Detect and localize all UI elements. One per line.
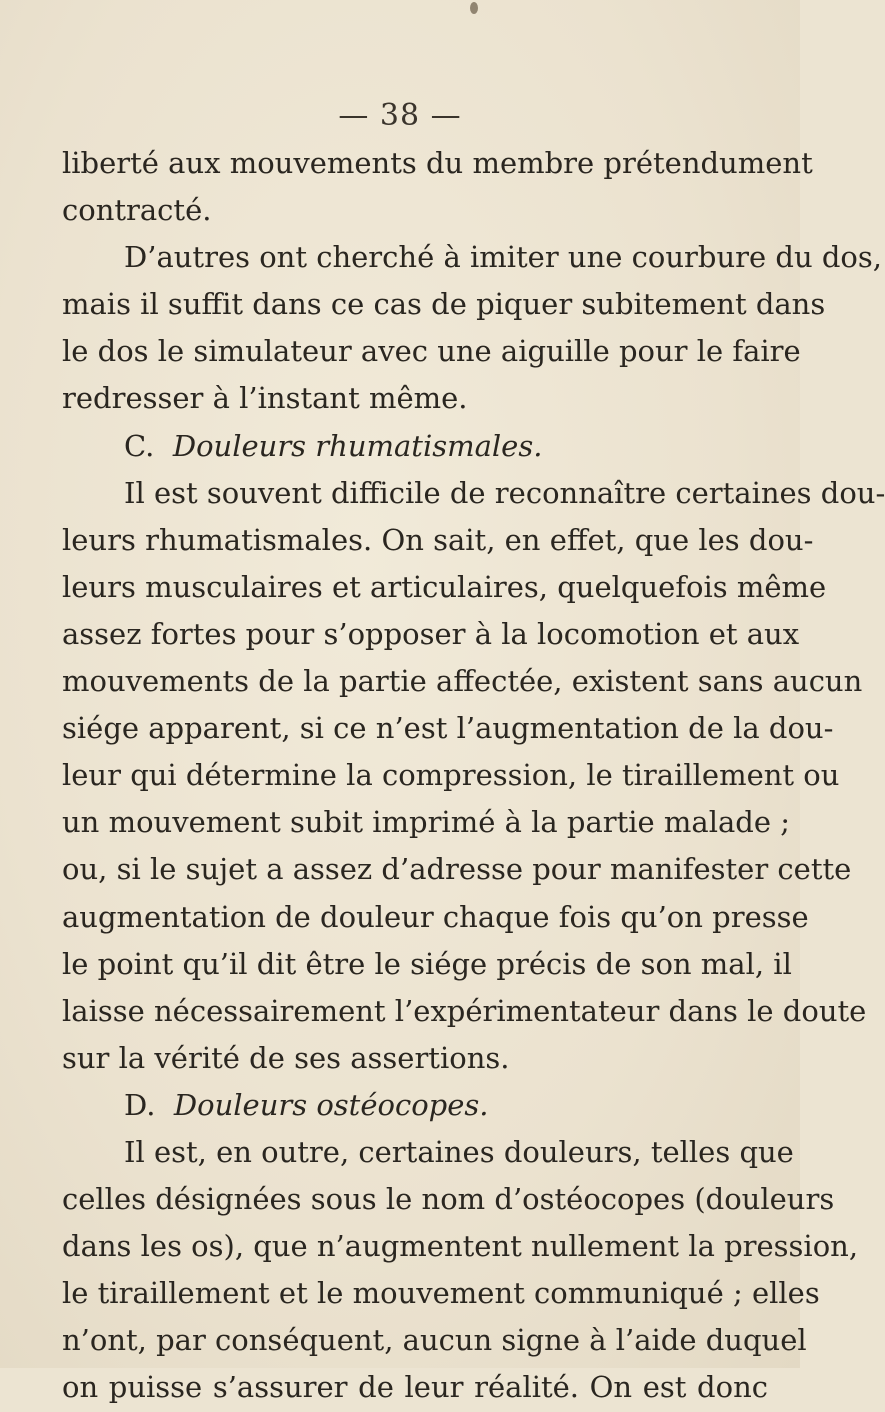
page-number: — 38 — [338, 98, 462, 133]
text-line: Il est souvent difficile de reconnaître certaines dou- [124, 475, 885, 510]
text-line: leurs musculaires et articulaires, quelquefois même [62, 569, 827, 604]
text-line: dans les os), que n’augmentent nullement la pression, [62, 1229, 859, 1264]
text-line: on puisse s’assurer de leur réalité. On est donc [62, 1370, 768, 1405]
text-line: ou, si le sujet a assez d’adresse pour manifester cette [62, 852, 852, 887]
text-line: laisse nécessairement l’expérimentateur dans le doute [62, 993, 867, 1028]
text-line: augmentation de douleur chaque fois qu’on presse [62, 899, 809, 934]
text-line: leur qui détermine la compression, le tiraillement ou [62, 758, 840, 793]
text-line: D’autres ont cherché à imiter une courbure du dos, [124, 240, 882, 275]
text-line: leurs rhumatismales. On sait, en effet, que les dou- [62, 522, 814, 557]
text-line: assez fortes pour s’opposer à la locomotion et aux [62, 616, 800, 651]
text-line: le tiraillement et le mouvement communiqué ; elles [62, 1276, 820, 1311]
text-line: le dos le simulateur avec une aiguille pour le faire [62, 334, 801, 369]
text-line: sur la vérité de ses assertions. [62, 1040, 510, 1075]
text-line: n’ont, par conséquent, aucun signe à l’aide duquel [62, 1323, 807, 1358]
text-line: celles désignées sous le nom d’ostéocopes (douleurs [62, 1182, 835, 1217]
text-line: redresser à l’instant même. [62, 381, 468, 416]
text-line: mais il suffit dans ce cas de piquer subitement dans [62, 287, 826, 322]
ink-spot [470, 2, 478, 14]
section-heading [62, 1082, 768, 1129]
text-line: liberté aux mouvements du membre prétendument [62, 146, 813, 180]
text-line: mouvements de la partie affectée, existent sans aucun [62, 664, 863, 699]
section-letter: C. [124, 428, 155, 463]
text-line: contracté. [62, 193, 212, 228]
section-title: Douleurs rhumatismales. [172, 428, 543, 463]
text-line: siége apparent, si ce n’est l’augmentation de la dou- [62, 711, 834, 746]
text-line: un mouvement subit imprimé à la partie malade ; [62, 805, 790, 840]
section-letter: D. [124, 1087, 156, 1122]
section-heading [62, 423, 768, 470]
text-line: le point qu’il dit être le siége précis de son mal, il [62, 946, 792, 981]
section-title: Douleurs ostéocopes. [173, 1087, 489, 1122]
body-text [62, 140, 885, 1412]
text-line: Il est, en outre, certaines douleurs, telles que [124, 1134, 794, 1169]
